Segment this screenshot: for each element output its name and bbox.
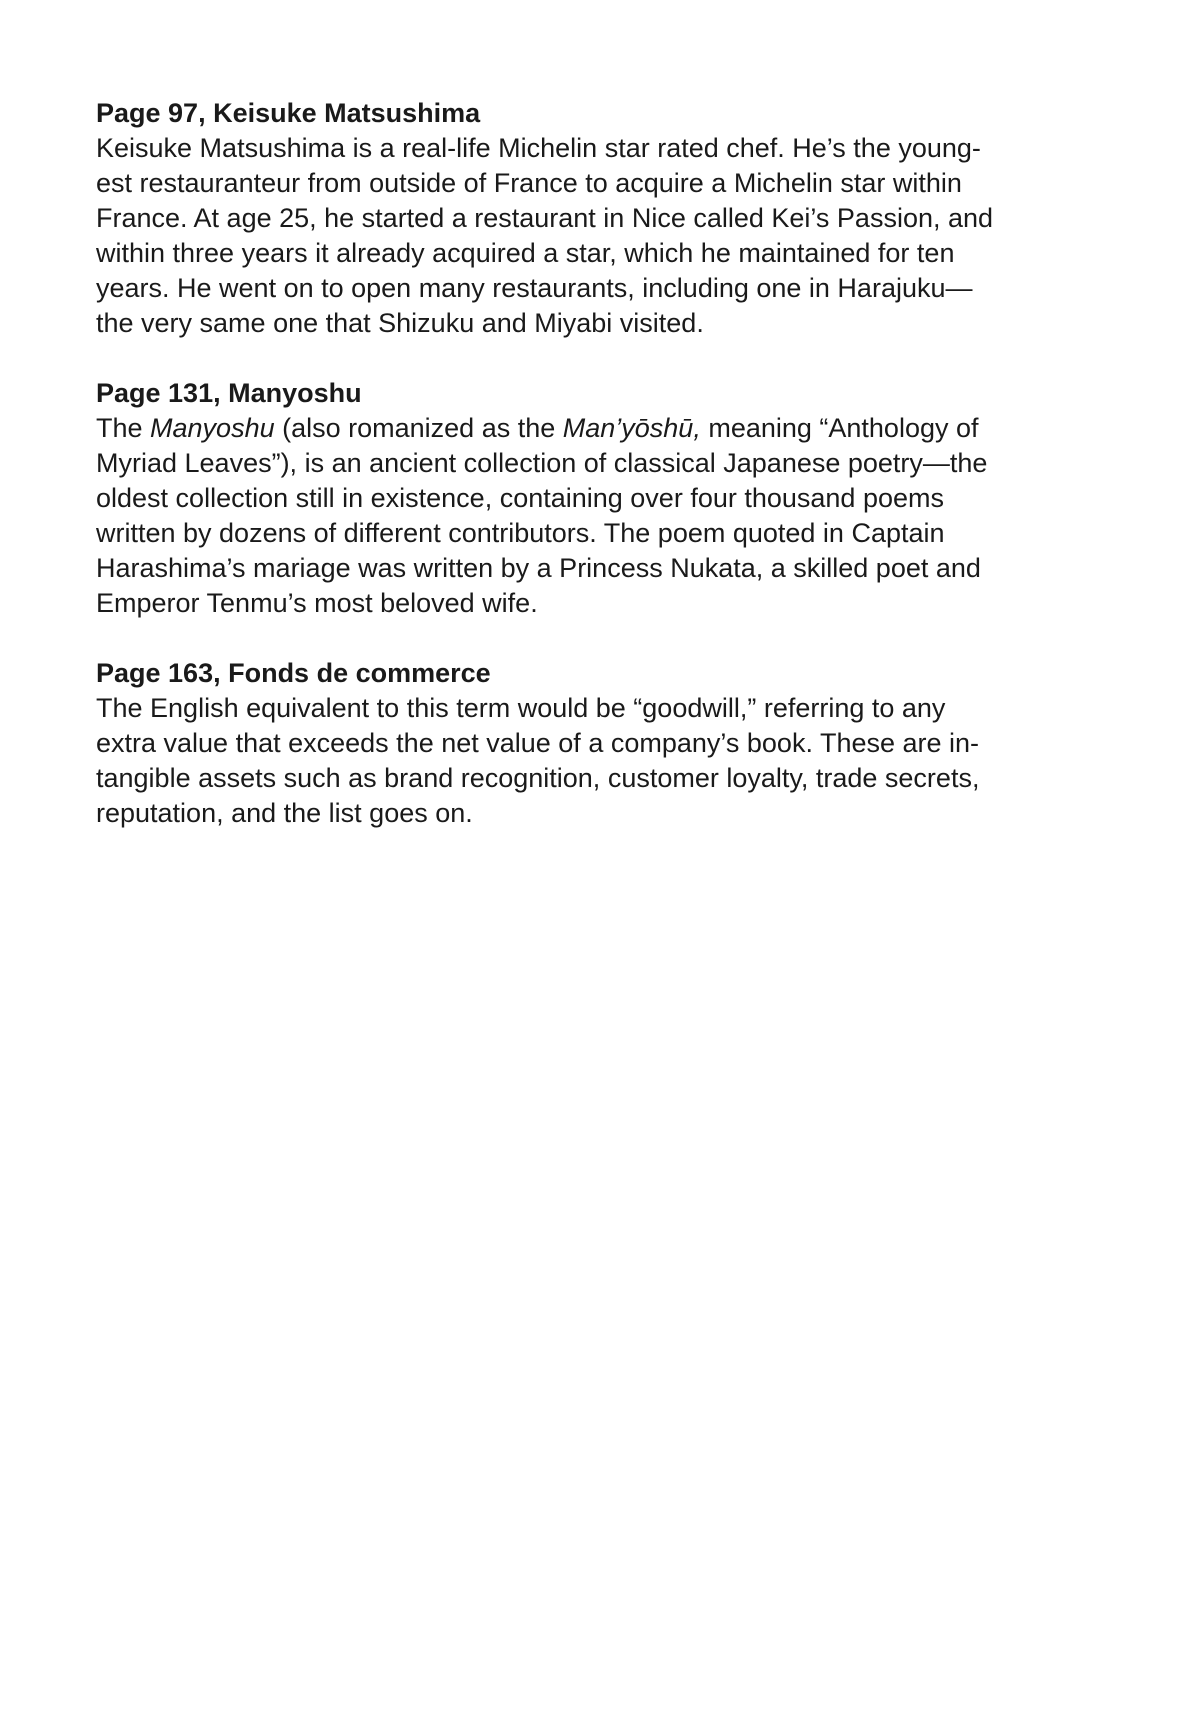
text-run: (also romanized as the [274,413,563,443]
note-manyoshu [96,376,1106,621]
note-line: tangible assets such as brand recognition, customer loyalty, trade secrets, [96,763,980,793]
note-heading: Page 163, Fonds de commerce [96,658,491,688]
italic-title: Manyoshu [150,413,275,443]
note-line: est restauranteur from outside of France to acquire a Michelin star within [96,168,962,198]
note-body [96,411,1106,621]
note-line: Keisuke Matsushima is a real-life Michelin star rated chef. He’s the young- [96,133,981,163]
italic-title: Man’yōshū, [562,413,701,443]
note-line: France. At age 25, he started a restaurant in Nice called Kei’s Passion, and [96,203,994,233]
note-line: written by dozens of different contributors. The poem quoted in Captain [96,518,945,548]
note-line: Emperor Tenmu’s most beloved wife. [96,588,538,618]
translation-notes-page [96,96,1106,866]
note-line: the very same one that Shizuku and Miyabi visited. [96,308,704,338]
note-heading: Page 97, Keisuke Matsushima [96,98,481,128]
note-line: oldest collection still in existence, containing over four thousand poems [96,483,944,513]
note-line: reputation, and the list goes on. [96,798,473,828]
text-run: The [96,413,151,443]
note-line: Harashima’s mariage was written by a Princess Nukata, a skilled poet and [96,553,981,583]
note-line: Myriad Leaves”), is an ancient collection of classical Japanese poetry—the [96,448,988,478]
text-run: meaning “Anthology of [700,413,979,443]
note-line: within three years it already acquired a star, which he maintained for ten [96,238,955,268]
note-keisuke-matsushima [96,96,1106,341]
note-line [96,411,1106,446]
note-line: The English equivalent to this term would be “goodwill,” referring to any [96,693,946,723]
note-body [96,131,1106,341]
note-body [96,691,1106,831]
note-line: years. He went on to open many restaurants, including one in Harajuku— [96,273,973,303]
note-line: extra value that exceeds the net value of a company’s book. These are in- [96,728,980,758]
note-fonds-de-commerce [96,656,1106,831]
note-heading: Page 131, Manyoshu [96,378,362,408]
